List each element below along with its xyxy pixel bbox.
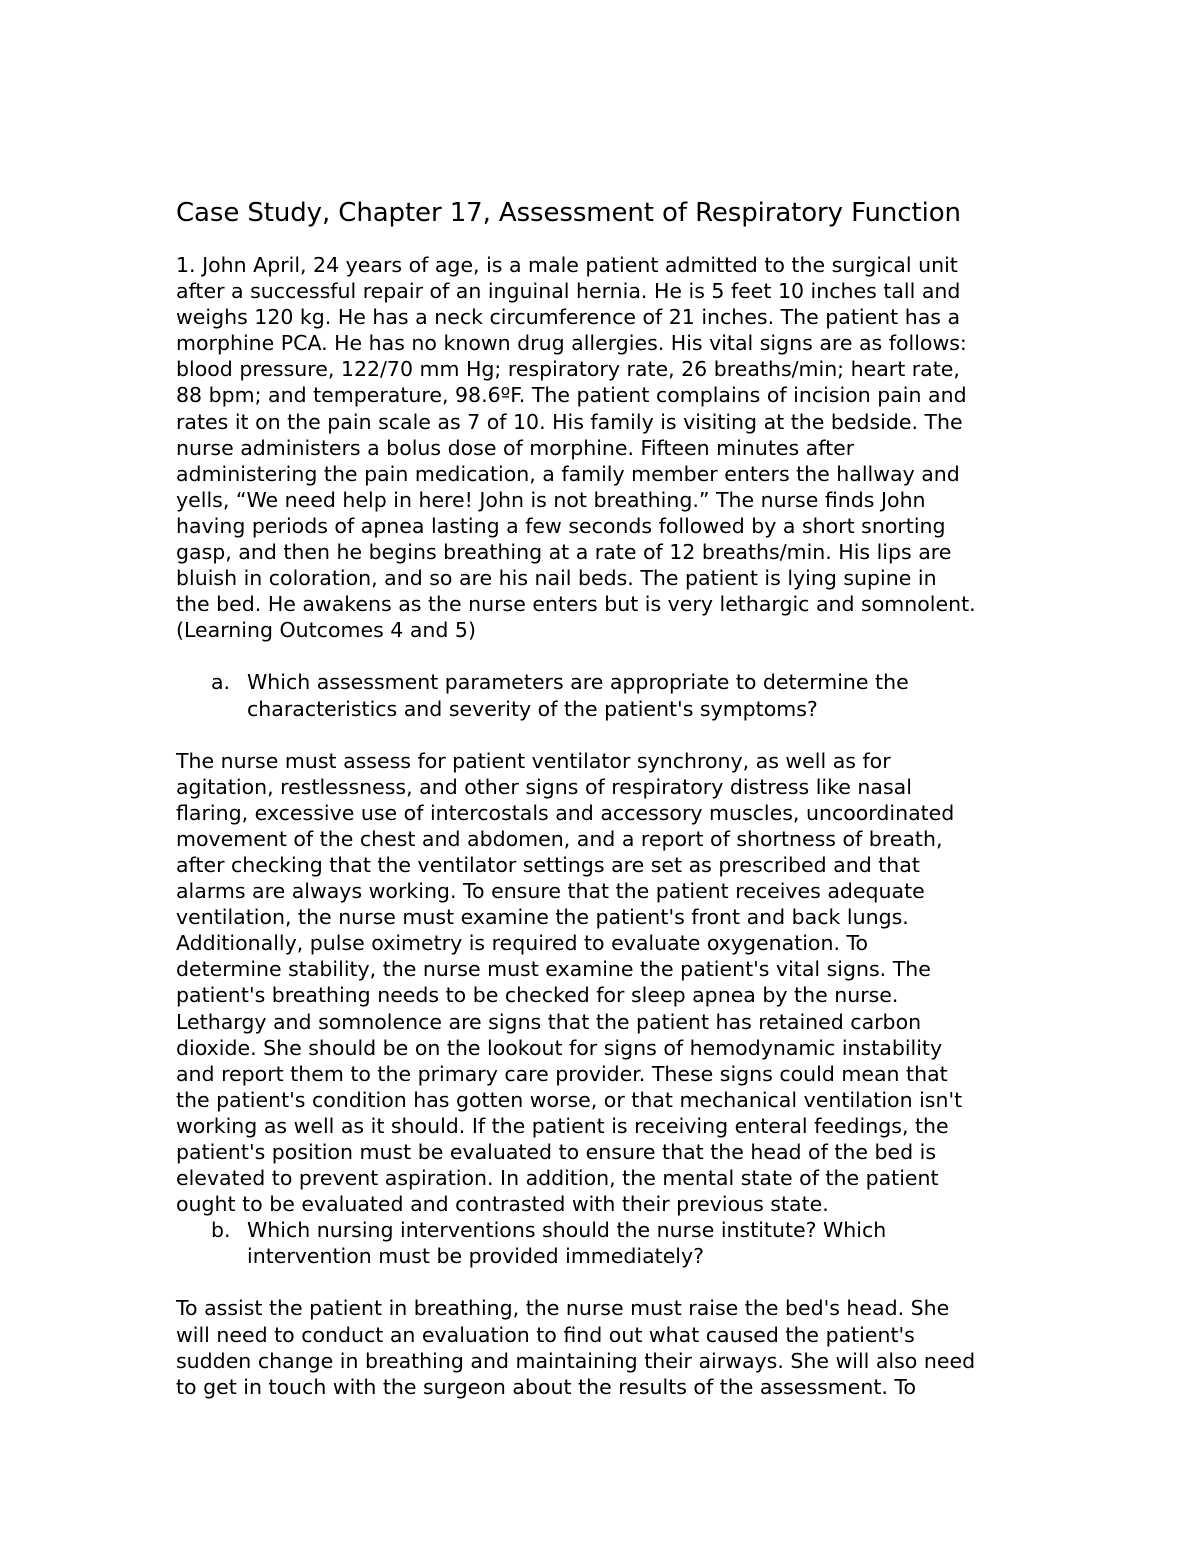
question-line: Which nursing interventions should the nurse institute? Which bbox=[247, 1218, 887, 1243]
list-marker: a. bbox=[211, 670, 231, 695]
text-line: Lethargy and somnolence are signs that the patient has retained carbon bbox=[176, 1009, 922, 1034]
text-line: Additionally, pulse oximetry is required to evaluate oxygenation. To bbox=[176, 931, 869, 956]
text-line: yells, “We need help in here! John is not breathing.” The nurse finds John bbox=[176, 487, 926, 512]
case-paragraph bbox=[176, 252, 1036, 643]
text-line: dioxide. She should be on the lookout for signs of hemodynamic instability bbox=[176, 1035, 943, 1060]
spacer bbox=[176, 722, 1036, 748]
list-marker: b. bbox=[211, 1218, 231, 1243]
text-line: morphine PCA. He has no known drug allergies. His vital signs are as follows: bbox=[176, 331, 967, 356]
text-line: ventilation, the nurse must examine the patient's front and back lungs. bbox=[176, 905, 909, 930]
document-body bbox=[176, 197, 1036, 1400]
text-line: To assist the patient in breathing, the nurse must raise the bed's head. She bbox=[176, 1296, 950, 1321]
text-line: having periods of apnea lasting a few seconds followed by a short snorting bbox=[176, 513, 946, 538]
text-line: to get in touch with the surgeon about the results of the assessment. To bbox=[176, 1374, 916, 1399]
text-line: the patient's condition has gotten worse, or that mechanical ventilation isn't bbox=[176, 1087, 963, 1112]
text-line: (Learning Outcomes 4 and 5) bbox=[176, 618, 476, 643]
text-line: after checking that the ventilator settings are set as prescribed and that bbox=[176, 852, 920, 877]
text-line: after a successful repair of an inguinal hernia. He is 5 feet 10 inches tall and bbox=[176, 279, 961, 304]
question-a bbox=[176, 669, 1036, 721]
text-line: alarms are always working. To ensure that the patient receives adequate bbox=[176, 879, 925, 904]
answer-a-paragraph bbox=[176, 748, 1036, 1218]
text-line: will need to conduct an evaluation to find out what caused the patient's bbox=[176, 1322, 915, 1347]
text-line: rates it on the pain scale as 7 of 10. His family is visiting at the bedside. The bbox=[176, 409, 963, 434]
text-line: flaring, excessive use of intercostals and accessory muscles, uncoordinated bbox=[176, 800, 955, 825]
text-line: bluish in coloration, and so are his nail beds. The patient is lying supine in bbox=[176, 566, 937, 591]
text-line: determine stability, the nurse must examine the patient's vital signs. The bbox=[176, 957, 931, 982]
question-line: Which assessment parameters are appropriate to determine the bbox=[247, 670, 909, 695]
text-line: ought to be evaluated and contrasted with their previous state. bbox=[176, 1192, 829, 1217]
text-line: and report them to the primary care provider. These signs could mean that bbox=[176, 1061, 948, 1086]
text-line: working as well as it should. If the patient is receiving enteral feedings, the bbox=[176, 1113, 949, 1138]
text-line: the bed. He awakens as the nurse enters but is very lethargic and somnolent. bbox=[176, 592, 976, 617]
question-line: intervention must be provided immediately? bbox=[247, 1244, 705, 1269]
text-line: gasp, and then he begins breathing at a rate of 12 breaths/min. His lips are bbox=[176, 540, 952, 565]
document-title: Case Study, Chapter 17, Assessment of Respiratory Function bbox=[176, 198, 961, 228]
text-line: 88 bpm; and temperature, 98.6ºF. The patient complains of incision pain and bbox=[176, 383, 967, 408]
text-line: agitation, restlessness, and other signs of respiratory distress like nasal bbox=[176, 774, 912, 799]
question-b bbox=[176, 1217, 1036, 1269]
spacer bbox=[176, 643, 1036, 669]
text-line: The nurse must assess for patient ventilator synchrony, as well as for bbox=[176, 748, 891, 773]
text-line: patient's breathing needs to be checked for sleep apnea by the nurse. bbox=[176, 983, 899, 1008]
question-line: characteristics and severity of the patient's symptoms? bbox=[247, 696, 818, 721]
text-line: elevated to prevent aspiration. In addition, the mental state of the patient bbox=[176, 1166, 939, 1191]
text-line: sudden change in breathing and maintaining their airways. She will also need bbox=[176, 1348, 976, 1373]
spacer bbox=[176, 1269, 1036, 1295]
text-line: nurse administers a bolus dose of morphine. Fifteen minutes after bbox=[176, 435, 855, 460]
text-line: patient's position must be evaluated to ensure that the head of the bed is bbox=[176, 1140, 937, 1164]
answer-b-paragraph bbox=[176, 1295, 1036, 1399]
text-line: blood pressure, 122/70 mm Hg; respiratory rate, 26 breaths/min; heart rate, bbox=[176, 357, 960, 382]
text-line: administering the pain medication, a family member enters the hallway and bbox=[176, 461, 960, 486]
text-line: weighs 120 kg. He has a neck circumference of 21 inches. The patient has a bbox=[176, 305, 961, 330]
text-line: 1. John April, 24 years of age, is a male patient admitted to the surgical unit bbox=[176, 253, 958, 277]
text-line: movement of the chest and abdomen, and a report of shortness of breath, bbox=[176, 826, 943, 851]
